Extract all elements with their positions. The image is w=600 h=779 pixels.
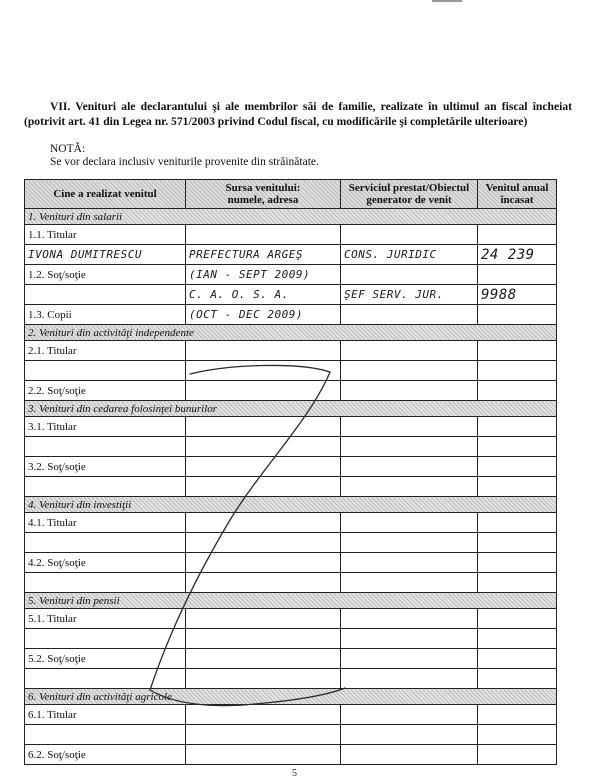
table-header-row (25, 180, 557, 209)
scan-artifact (432, 0, 462, 2)
handwritten-service-1: CONS. JURIDIC (341, 245, 478, 265)
heading-line-1: VII. Venituri ale declarantului şi ale membrilor săi de familie, realizate în ultimul an fiscal încheiat (50, 100, 572, 113)
table-row (25, 725, 557, 745)
table-row: 1.3. Copii (OCT - DEC 2009) (25, 305, 557, 325)
table-row (25, 361, 557, 381)
heading-line-2: (potrivit art. 41 din Legea nr. 571/2003 privind Codul fiscal, cu modificările şi completările ulterioare) (24, 115, 528, 128)
table-row: 5.2. Soţ/soţie (25, 649, 557, 669)
header-service: Serviciul prestat/Obiectul generator de venit (341, 180, 478, 209)
section-row: 4. Venituri din investiţii (25, 497, 557, 513)
handwritten-source-1: PREFECTURA ARGEŞ (186, 245, 341, 265)
section-row: 3. Venituri din cedarea folosinţei bunurilor (25, 401, 557, 417)
table-row (25, 669, 557, 689)
table-row: 6.2. Soţ/soţie (25, 745, 557, 765)
handwritten-amount-2: 9988 (478, 285, 557, 305)
section-row: 2. Venituri din activităţi independente (25, 325, 557, 341)
handwritten-amount-1: 24 239 (478, 245, 557, 265)
header-amount: Venitul anual încasat (478, 180, 557, 209)
section-heading (24, 99, 572, 129)
table-row (25, 477, 557, 497)
handwritten-source-2: C. A. O. S. A. (186, 285, 341, 305)
handwritten-period-2: (OCT - DEC 2009) (186, 305, 341, 325)
table-row: 4.2. Soţ/soţie (25, 553, 557, 573)
table-row: 3.2. Soţ/soţie (25, 457, 557, 477)
table-row (25, 533, 557, 553)
note-text: Se vor declara inclusiv veniturile provenite din străinătate. (50, 156, 319, 168)
table-row: 6.1. Titular (25, 705, 557, 725)
handwritten-service-2: ŞEF SERV. JUR. (341, 285, 478, 305)
table-row: 2.2. Soţ/soţie (25, 381, 557, 401)
table-row: 4.1. Titular (25, 513, 557, 533)
table-row (25, 573, 557, 593)
table-row (25, 245, 557, 265)
section-row: 1. Venituri din salarii (25, 209, 557, 225)
handwritten-period-1: (IAN - SEPT 2009) (186, 265, 341, 285)
handwritten-name: IVONA DUMITRESCU (25, 245, 186, 265)
table-row: 3.1. Titular (25, 417, 557, 437)
table-row (25, 437, 557, 457)
section-row: 6. Venituri din activităţi agricole (25, 689, 557, 705)
page-number: 5 (292, 768, 297, 779)
table-row (25, 629, 557, 649)
note-title: NOTĂ: (50, 143, 86, 155)
section-row: 5. Venituri din pensii (25, 593, 557, 609)
header-source: Sursa venitului: numele, adresa (186, 180, 341, 209)
table-row: 1.1. Titular (25, 225, 557, 245)
table-row: 5.1. Titular (25, 609, 557, 629)
header-who: Cine a realizat venitul (25, 180, 186, 209)
table-row (25, 285, 557, 305)
table-row: 1.2. Soţ/soţie (IAN - SEPT 2009) (25, 265, 557, 285)
income-table (24, 179, 557, 765)
table-row: 2.1. Titular (25, 341, 557, 361)
